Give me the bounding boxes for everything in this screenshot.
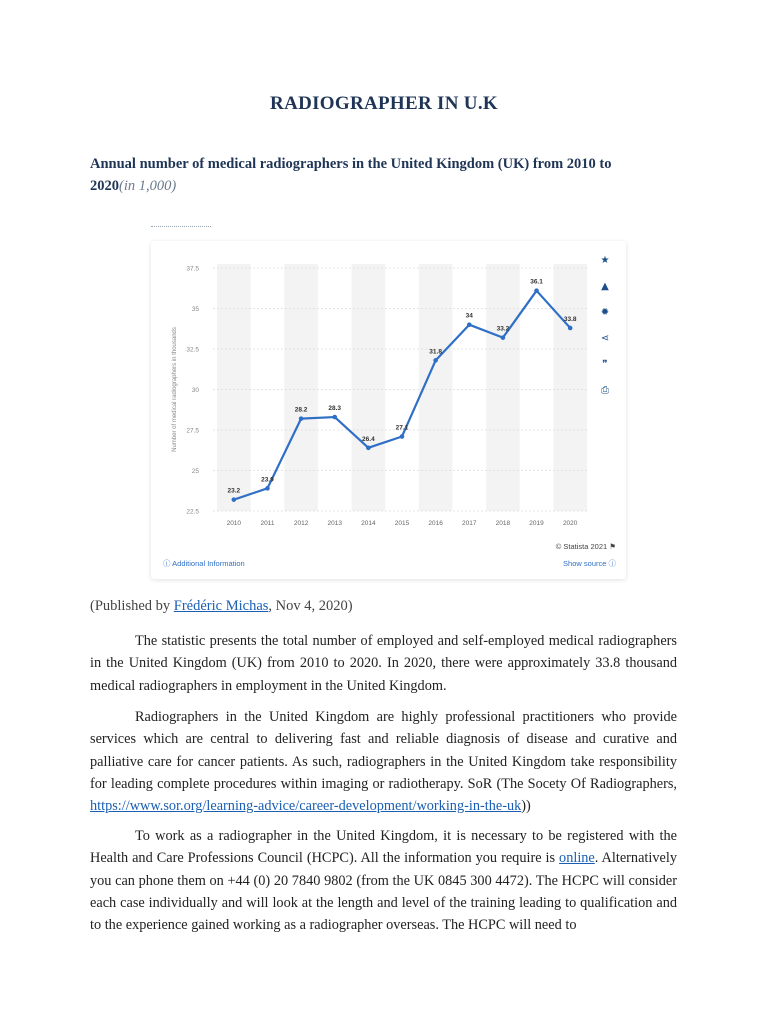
x-tick-label: 2015 — [394, 520, 410, 527]
column-band — [486, 264, 520, 511]
data-label: 28.3 — [328, 405, 342, 413]
data-label: 27.1 — [395, 424, 409, 432]
published-prefix: (Published by — [90, 598, 174, 614]
paragraph-registration — [90, 825, 677, 936]
gear-icon[interactable]: ✹ — [600, 306, 610, 318]
y-tick-label: 30 — [191, 387, 199, 394]
y-tick-label: 25 — [191, 468, 199, 475]
y-tick-label: 37.5 — [186, 265, 199, 273]
data-point — [400, 434, 405, 439]
chart-toolbar — [594, 249, 620, 405]
flag-icon: ⚑ — [609, 542, 616, 551]
paragraph-practitioners — [90, 706, 677, 817]
paragraph-registration-text: To work as a radiographer in the United Kingdom, it is necessary to be registered with the Health and Care Professions Council (HCPC). All the information you require is — [90, 828, 677, 867]
chart-subtitle-unit: (in 1,000) — [119, 178, 177, 194]
data-label: 23.2 — [227, 487, 241, 495]
column-band — [352, 264, 386, 511]
show-source-link[interactable] — [563, 558, 616, 569]
x-tick-label: 2012 — [293, 520, 309, 527]
x-tick-label: 2013 — [327, 520, 342, 527]
column-band — [217, 264, 251, 511]
x-tick-label: 2014 — [361, 520, 376, 527]
paragraph-practitioners-end: )) — [521, 798, 531, 815]
online-link[interactable]: online — [559, 850, 595, 867]
column-band — [553, 264, 587, 511]
data-point — [299, 416, 304, 421]
paragraph-registration-end: . Alternatively you can phone them on +44 (0) 20 7840 9802 (from the UK 0845 300 4472). The HCPC will consider each case individually and will look at the length and level of the training leading to qualification and to the experience gained working as a radiographer overseas. The HCPC will need to — [90, 850, 677, 934]
y-tick-label: 27.5 — [186, 427, 199, 435]
data-label: 33.8 — [563, 315, 577, 323]
x-tick-label: 2018 — [495, 520, 511, 527]
print-icon[interactable]: ⎙ — [601, 384, 609, 396]
author-link[interactable]: Frédéric Michas — [173, 598, 269, 614]
page-title: RADIOGRAPHER IN U.K — [270, 93, 498, 114]
additional-information-label: Additional Information — [172, 559, 245, 568]
chart-footer — [163, 542, 616, 568]
x-tick-label: 2017 — [462, 520, 477, 527]
data-label: 28.2 — [294, 406, 308, 414]
x-tick-label: 2020 — [562, 520, 578, 527]
column-band — [284, 264, 318, 511]
y-tick-label: 35 — [191, 306, 199, 313]
paragraph-statistic: The statistic presents the total number of employed and self-employed medical radiographers in the United Kingdom (UK) from 2010 to 2020. In 2020, there were approximately 33.8 thousand medical radiographers in employment in the United Kingdom. — [90, 633, 677, 694]
published-by — [90, 598, 353, 615]
data-label: 33.2 — [496, 325, 510, 333]
data-point — [568, 326, 573, 331]
x-tick-label: 2016 — [428, 520, 443, 527]
additional-information-link[interactable] — [163, 558, 245, 569]
chart-subtitle-text: Annual number of medical radiographers in the United Kingdom (UK) from 2010 to 2020 — [90, 156, 612, 194]
statista-credit — [556, 542, 616, 551]
data-point — [265, 486, 270, 491]
sor-link[interactable]: https://www.sor.org/learning-advice/career-development/working-in-the-uk — [90, 798, 522, 815]
y-tick-label: 32.5 — [186, 346, 199, 354]
paragraph-practitioners-text: Radiographers in the United Kingdom are highly professional practitioners who provide services which are central to delivering fast and reliable diagnosis of disease and curative and palliative care for cancer patients. As such, radiographers in the United Kingdom take responsibility for leading complete procedures within imaging or radiotherapy. SoR (The Socety Of Radiographers, — [90, 709, 677, 792]
published-suffix: , Nov 4, 2020) — [268, 598, 353, 614]
x-tick-label: 2010 — [226, 520, 242, 527]
data-label: 31.8 — [429, 348, 442, 356]
x-tick-label: 2011 — [260, 520, 275, 527]
show-source-label: Show source — [563, 559, 607, 568]
data-point — [501, 335, 506, 340]
star-icon[interactable]: ★ — [600, 254, 610, 266]
bell-icon[interactable]: ▲ — [601, 280, 609, 292]
info-icon: ⓘ — [608, 559, 616, 568]
info-icon: ⓘ — [163, 559, 171, 568]
cropped-header-fragment — [151, 226, 211, 231]
chart-subtitle — [90, 153, 650, 197]
y-tick-label: 22.5 — [186, 508, 199, 516]
data-point — [332, 415, 337, 420]
quote-icon[interactable]: ❞ — [602, 358, 608, 370]
statista-chart-card — [151, 241, 626, 579]
data-label: 26.4 — [362, 435, 375, 443]
data-label: 36.1 — [530, 278, 543, 286]
data-point — [433, 358, 438, 363]
line-chart — [151, 241, 591, 541]
data-point — [467, 322, 472, 327]
y-axis-title: Number of medical radiographers in thousands — [172, 327, 178, 452]
data-label: 34 — [465, 312, 473, 320]
data-point — [232, 497, 237, 502]
data-point — [534, 288, 539, 293]
data-label: 23.9 — [261, 476, 274, 484]
x-tick-label: 2019 — [529, 520, 544, 527]
data-point — [366, 446, 371, 451]
share-icon[interactable]: ⋖ — [600, 332, 610, 344]
credit-text: © Statista 2021 — [555, 542, 608, 551]
